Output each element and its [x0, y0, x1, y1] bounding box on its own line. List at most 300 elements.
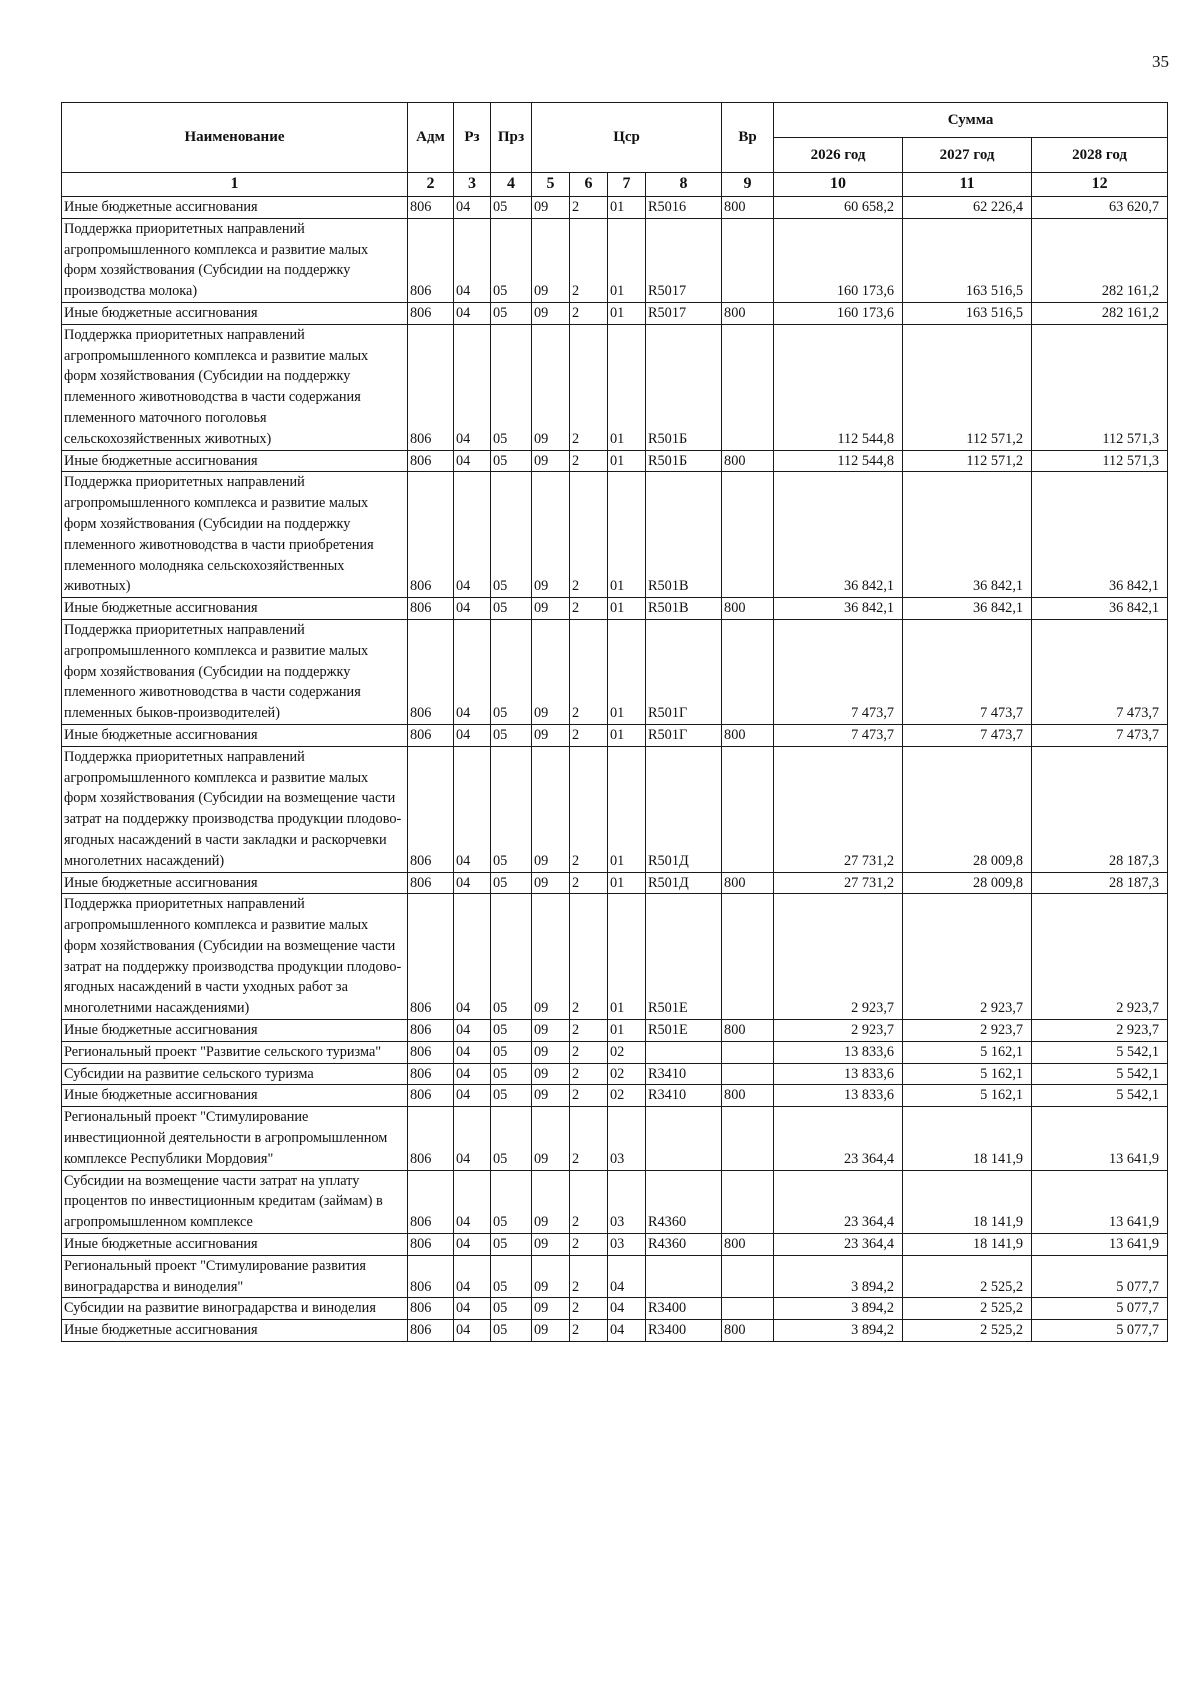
prz-cell: 05 — [491, 1085, 532, 1107]
adm-cell: 806 — [408, 598, 454, 620]
rz-cell: 04 — [454, 1085, 491, 1107]
sum-2027-cell: 2 923,7 — [903, 894, 1032, 1020]
prz-cell: 05 — [491, 1170, 532, 1233]
row-name-cell: Субсидии на развитие виноградарства и виноделия — [62, 1298, 408, 1320]
sum-2028-cell: 5 542,1 — [1032, 1041, 1168, 1063]
csr-part2-cell: 2 — [570, 472, 608, 598]
csr-part1-cell: 09 — [532, 302, 570, 324]
column-number: 7 — [608, 173, 646, 197]
header-year-2028: 2028 год — [1032, 138, 1168, 173]
sum-2026-cell: 3 894,2 — [774, 1255, 903, 1298]
adm-cell: 806 — [408, 1063, 454, 1085]
table-row — [62, 1020, 1168, 1042]
row-name-cell: Региональный проект "Развитие сельского туризма" — [62, 1041, 408, 1063]
sum-2028-cell: 282 161,2 — [1032, 302, 1168, 324]
vr-cell: 800 — [722, 1320, 774, 1342]
vr-cell — [722, 1063, 774, 1085]
csr-part2-cell: 2 — [570, 302, 608, 324]
csr-code-cell — [646, 1255, 722, 1298]
row-name-cell: Субсидии на возмещение части затрат на уплату процентов по инвестиционным кредитам (займам) в агропромышленном комплексе — [62, 1170, 408, 1233]
csr-part2-cell: 2 — [570, 218, 608, 302]
vr-cell: 800 — [722, 1085, 774, 1107]
rz-cell: 04 — [454, 1107, 491, 1170]
adm-cell: 806 — [408, 1041, 454, 1063]
header-name: Наименование — [62, 103, 408, 173]
csr-part3-cell: 01 — [608, 472, 646, 598]
csr-part1-cell: 09 — [532, 724, 570, 746]
rz-cell: 04 — [454, 1170, 491, 1233]
column-number: 2 — [408, 173, 454, 197]
prz-cell: 05 — [491, 1234, 532, 1256]
sum-2026-cell: 7 473,7 — [774, 619, 903, 724]
csr-code-cell — [646, 1041, 722, 1063]
sum-2027-cell: 2 923,7 — [903, 1020, 1032, 1042]
row-name-cell: Иные бюджетные ассигнования — [62, 1085, 408, 1107]
rz-cell: 04 — [454, 724, 491, 746]
csr-part3-cell: 01 — [608, 724, 646, 746]
vr-cell: 800 — [722, 450, 774, 472]
sum-2028-cell: 7 473,7 — [1032, 619, 1168, 724]
header-rz: Рз — [454, 103, 491, 173]
sum-2028-cell: 2 923,7 — [1032, 1020, 1168, 1042]
csr-code-cell: R501Е — [646, 894, 722, 1020]
csr-part2-cell: 2 — [570, 724, 608, 746]
table-row — [62, 1063, 1168, 1085]
column-number: 12 — [1032, 173, 1168, 197]
adm-cell: 806 — [408, 746, 454, 872]
column-number-row — [62, 173, 1168, 197]
vr-cell: 800 — [722, 1020, 774, 1042]
table-row — [62, 1255, 1168, 1298]
sum-2027-cell: 36 842,1 — [903, 472, 1032, 598]
csr-part1-cell: 09 — [532, 1234, 570, 1256]
csr-code-cell: R501Б — [646, 450, 722, 472]
sum-2026-cell: 7 473,7 — [774, 724, 903, 746]
csr-code-cell: R501Е — [646, 1020, 722, 1042]
adm-cell: 806 — [408, 724, 454, 746]
sum-2027-cell: 163 516,5 — [903, 218, 1032, 302]
row-name-cell: Иные бюджетные ассигнования — [62, 872, 408, 894]
table-row — [62, 1041, 1168, 1063]
csr-part1-cell: 09 — [532, 1085, 570, 1107]
rz-cell: 04 — [454, 324, 491, 450]
column-number: 1 — [62, 173, 408, 197]
row-name-cell: Региональный проект "Стимулирование инвестиционной деятельности в агропромышленном комплексе Республики Мордовия" — [62, 1107, 408, 1170]
prz-cell: 05 — [491, 746, 532, 872]
table-row — [62, 197, 1168, 219]
rz-cell: 04 — [454, 1255, 491, 1298]
csr-part2-cell: 2 — [570, 1063, 608, 1085]
sum-2027-cell: 28 009,8 — [903, 872, 1032, 894]
header-year-2026: 2026 год — [774, 138, 903, 173]
csr-part2-cell: 2 — [570, 1255, 608, 1298]
csr-part1-cell: 09 — [532, 1041, 570, 1063]
row-name-cell: Поддержка приоритетных направлений агропромышленного комплекса и развитие малых форм хозяйствования (Субсидии на поддержку племенного животноводства в части содержания племенного маточного поголовья сельскохозяйственных животных) — [62, 324, 408, 450]
table-row — [62, 450, 1168, 472]
header-adm: Адм — [408, 103, 454, 173]
csr-part1-cell: 09 — [532, 1020, 570, 1042]
csr-part3-cell: 01 — [608, 450, 646, 472]
sum-2027-cell: 7 473,7 — [903, 619, 1032, 724]
sum-2026-cell: 112 544,8 — [774, 324, 903, 450]
sum-2027-cell: 2 525,2 — [903, 1298, 1032, 1320]
adm-cell: 806 — [408, 1020, 454, 1042]
prz-cell: 05 — [491, 197, 532, 219]
sum-2026-cell: 36 842,1 — [774, 598, 903, 620]
table-row — [62, 598, 1168, 620]
row-name-cell: Поддержка приоритетных направлений агропромышленного комплекса и развитие малых форм хозяйствования (Субсидии на возмещение части затрат на поддержку производства продукции плодово-ягодных насаждений в части закладки и раскорчевки многолетних насаждений) — [62, 746, 408, 872]
header-prz: Прз — [491, 103, 532, 173]
csr-part1-cell: 09 — [532, 472, 570, 598]
prz-cell: 05 — [491, 1063, 532, 1085]
vr-cell — [722, 1170, 774, 1233]
sum-2028-cell: 36 842,1 — [1032, 598, 1168, 620]
sum-2026-cell: 23 364,4 — [774, 1234, 903, 1256]
csr-part2-cell: 2 — [570, 1234, 608, 1256]
csr-part2-cell: 2 — [570, 1041, 608, 1063]
adm-cell: 806 — [408, 894, 454, 1020]
csr-code-cell: R501В — [646, 598, 722, 620]
csr-part3-cell: 01 — [608, 746, 646, 872]
sum-2027-cell: 112 571,2 — [903, 450, 1032, 472]
csr-part2-cell: 2 — [570, 197, 608, 219]
csr-part1-cell: 09 — [532, 450, 570, 472]
vr-cell — [722, 1107, 774, 1170]
prz-cell: 05 — [491, 472, 532, 598]
vr-cell — [722, 218, 774, 302]
sum-2026-cell: 2 923,7 — [774, 1020, 903, 1042]
sum-2027-cell: 36 842,1 — [903, 598, 1032, 620]
sum-2026-cell: 23 364,4 — [774, 1107, 903, 1170]
csr-part1-cell: 09 — [532, 1320, 570, 1342]
csr-part3-cell: 02 — [608, 1041, 646, 1063]
header-sum: Сумма — [774, 103, 1168, 138]
csr-code-cell: R501Д — [646, 746, 722, 872]
column-number: 9 — [722, 173, 774, 197]
prz-cell: 05 — [491, 1041, 532, 1063]
adm-cell: 806 — [408, 1107, 454, 1170]
column-number: 8 — [646, 173, 722, 197]
row-name-cell: Поддержка приоритетных направлений агропромышленного комплекса и развитие малых форм хозяйствования (Субсидии на возмещение части затрат на поддержку производства продукции плодово-ягодных насаждений в части уходных работ за многолетними насаждениями) — [62, 894, 408, 1020]
sum-2028-cell: 28 187,3 — [1032, 872, 1168, 894]
table-row — [62, 1085, 1168, 1107]
csr-part1-cell: 09 — [532, 1107, 570, 1170]
sum-2028-cell: 112 571,3 — [1032, 324, 1168, 450]
table-body — [62, 197, 1168, 1342]
adm-cell: 806 — [408, 324, 454, 450]
rz-cell: 04 — [454, 598, 491, 620]
adm-cell: 806 — [408, 450, 454, 472]
csr-part3-cell: 04 — [608, 1298, 646, 1320]
adm-cell: 806 — [408, 1298, 454, 1320]
table-row — [62, 872, 1168, 894]
rz-cell: 04 — [454, 1234, 491, 1256]
csr-part3-cell: 04 — [608, 1255, 646, 1298]
header-year-2027: 2027 год — [903, 138, 1032, 173]
csr-part3-cell: 02 — [608, 1085, 646, 1107]
csr-code-cell: R3410 — [646, 1063, 722, 1085]
sum-2027-cell: 62 226,4 — [903, 197, 1032, 219]
row-name-cell: Субсидии на развитие сельского туризма — [62, 1063, 408, 1085]
csr-part2-cell: 2 — [570, 1107, 608, 1170]
table-row — [62, 324, 1168, 450]
vr-cell — [722, 746, 774, 872]
table-row — [62, 619, 1168, 724]
rz-cell: 04 — [454, 218, 491, 302]
row-name-cell: Иные бюджетные ассигнования — [62, 302, 408, 324]
prz-cell: 05 — [491, 724, 532, 746]
table-row — [62, 894, 1168, 1020]
prz-cell: 05 — [491, 619, 532, 724]
page-number: 35 — [1152, 52, 1169, 71]
sum-2027-cell: 2 525,2 — [903, 1255, 1032, 1298]
row-name-cell: Иные бюджетные ассигнования — [62, 197, 408, 219]
csr-code-cell: R3400 — [646, 1298, 722, 1320]
row-name-cell: Поддержка приоритетных направлений агропромышленного комплекса и развитие малых форм хозяйствования (Субсидии на поддержку племенного животноводства в части содержания племенных быков-производителей) — [62, 619, 408, 724]
prz-cell: 05 — [491, 1298, 532, 1320]
csr-code-cell: R501Г — [646, 619, 722, 724]
rz-cell: 04 — [454, 302, 491, 324]
sum-2026-cell: 27 731,2 — [774, 872, 903, 894]
sum-2027-cell: 2 525,2 — [903, 1320, 1032, 1342]
vr-cell — [722, 619, 774, 724]
csr-part3-cell: 01 — [608, 197, 646, 219]
sum-2028-cell: 5 542,1 — [1032, 1063, 1168, 1085]
csr-part2-cell: 2 — [570, 598, 608, 620]
sum-2028-cell: 282 161,2 — [1032, 218, 1168, 302]
column-number: 5 — [532, 173, 570, 197]
rz-cell: 04 — [454, 197, 491, 219]
csr-code-cell: R4360 — [646, 1234, 722, 1256]
table-header — [62, 103, 1168, 197]
sum-2028-cell: 63 620,7 — [1032, 197, 1168, 219]
vr-cell — [722, 894, 774, 1020]
row-name-cell: Иные бюджетные ассигнования — [62, 724, 408, 746]
sum-2027-cell: 112 571,2 — [903, 324, 1032, 450]
vr-cell: 800 — [722, 872, 774, 894]
csr-part3-cell: 01 — [608, 302, 646, 324]
sum-2027-cell: 28 009,8 — [903, 746, 1032, 872]
prz-cell: 05 — [491, 1020, 532, 1042]
table-row — [62, 1234, 1168, 1256]
csr-part2-cell: 2 — [570, 1170, 608, 1233]
csr-part2-cell: 2 — [570, 872, 608, 894]
prz-cell: 05 — [491, 1320, 532, 1342]
row-name-cell: Иные бюджетные ассигнования — [62, 598, 408, 620]
table-row — [62, 302, 1168, 324]
vr-cell — [722, 1041, 774, 1063]
adm-cell: 806 — [408, 1320, 454, 1342]
sum-2028-cell: 112 571,3 — [1032, 450, 1168, 472]
table-row — [62, 1170, 1168, 1233]
vr-cell — [722, 324, 774, 450]
prz-cell: 05 — [491, 302, 532, 324]
csr-code-cell: R501Г — [646, 724, 722, 746]
header-vr: Вр — [722, 103, 774, 173]
sum-2027-cell: 163 516,5 — [903, 302, 1032, 324]
sum-2026-cell: 112 544,8 — [774, 450, 903, 472]
prz-cell: 05 — [491, 1107, 532, 1170]
sum-2026-cell: 160 173,6 — [774, 302, 903, 324]
csr-part2-cell: 2 — [570, 746, 608, 872]
adm-cell: 806 — [408, 1255, 454, 1298]
csr-part3-cell: 01 — [608, 894, 646, 1020]
vr-cell: 800 — [722, 598, 774, 620]
row-name-cell: Поддержка приоритетных направлений агропромышленного комплекса и развитие малых форм хозяйствования (Субсидии на поддержку племенного животноводства в части приобретения племенного молодняка сельскохозяйственных животных) — [62, 472, 408, 598]
csr-code-cell: R5017 — [646, 302, 722, 324]
sum-2026-cell: 160 173,6 — [774, 218, 903, 302]
csr-part1-cell: 09 — [532, 598, 570, 620]
csr-part2-cell: 2 — [570, 324, 608, 450]
table-row — [62, 218, 1168, 302]
adm-cell: 806 — [408, 619, 454, 724]
sum-2028-cell: 13 641,9 — [1032, 1107, 1168, 1170]
column-number: 10 — [774, 173, 903, 197]
csr-part3-cell: 01 — [608, 598, 646, 620]
vr-cell — [722, 1298, 774, 1320]
csr-code-cell: R5017 — [646, 218, 722, 302]
column-number: 4 — [491, 173, 532, 197]
sum-2026-cell: 27 731,2 — [774, 746, 903, 872]
sum-2028-cell: 5 077,7 — [1032, 1298, 1168, 1320]
sum-2027-cell: 18 141,9 — [903, 1107, 1032, 1170]
rz-cell: 04 — [454, 1020, 491, 1042]
row-name-cell: Иные бюджетные ассигнования — [62, 1020, 408, 1042]
csr-part2-cell: 2 — [570, 1298, 608, 1320]
table-row — [62, 472, 1168, 598]
sum-2028-cell: 7 473,7 — [1032, 724, 1168, 746]
vr-cell — [722, 1255, 774, 1298]
rz-cell: 04 — [454, 1320, 491, 1342]
rz-cell: 04 — [454, 872, 491, 894]
prz-cell: 05 — [491, 872, 532, 894]
sum-2027-cell: 7 473,7 — [903, 724, 1032, 746]
csr-part3-cell: 03 — [608, 1234, 646, 1256]
csr-part1-cell: 09 — [532, 324, 570, 450]
csr-part2-cell: 2 — [570, 1085, 608, 1107]
sum-2026-cell: 3 894,2 — [774, 1320, 903, 1342]
csr-part1-cell: 09 — [532, 894, 570, 1020]
prz-cell: 05 — [491, 450, 532, 472]
column-number: 11 — [903, 173, 1032, 197]
csr-part3-cell: 01 — [608, 218, 646, 302]
csr-part1-cell: 09 — [532, 218, 570, 302]
sum-2026-cell: 13 833,6 — [774, 1085, 903, 1107]
row-name-cell: Иные бюджетные ассигнования — [62, 1234, 408, 1256]
rz-cell: 04 — [454, 894, 491, 1020]
rz-cell: 04 — [454, 1063, 491, 1085]
sum-2027-cell: 18 141,9 — [903, 1170, 1032, 1233]
prz-cell: 05 — [491, 218, 532, 302]
csr-part1-cell: 09 — [532, 1063, 570, 1085]
prz-cell: 05 — [491, 894, 532, 1020]
sum-2026-cell: 3 894,2 — [774, 1298, 903, 1320]
rz-cell: 04 — [454, 746, 491, 872]
sum-2026-cell: 23 364,4 — [774, 1170, 903, 1233]
table-row — [62, 1107, 1168, 1170]
adm-cell: 806 — [408, 197, 454, 219]
table-row — [62, 746, 1168, 872]
prz-cell: 05 — [491, 1255, 532, 1298]
csr-part2-cell: 2 — [570, 619, 608, 724]
row-name-cell: Иные бюджетные ассигнования — [62, 450, 408, 472]
column-number: 6 — [570, 173, 608, 197]
budget-table — [61, 102, 1168, 1342]
csr-part2-cell: 2 — [570, 1320, 608, 1342]
row-name-cell: Иные бюджетные ассигнования — [62, 1320, 408, 1342]
vr-cell: 800 — [722, 1234, 774, 1256]
table-row — [62, 724, 1168, 746]
sum-2028-cell: 5 077,7 — [1032, 1255, 1168, 1298]
sum-2028-cell: 5 077,7 — [1032, 1320, 1168, 1342]
csr-part3-cell: 03 — [608, 1170, 646, 1233]
rz-cell: 04 — [454, 1298, 491, 1320]
rz-cell: 04 — [454, 450, 491, 472]
csr-code-cell: R5016 — [646, 197, 722, 219]
sum-2028-cell: 13 641,9 — [1032, 1234, 1168, 1256]
vr-cell: 800 — [722, 197, 774, 219]
sum-2028-cell: 5 542,1 — [1032, 1085, 1168, 1107]
csr-part2-cell: 2 — [570, 894, 608, 1020]
csr-part3-cell: 03 — [608, 1107, 646, 1170]
csr-code-cell: R501Б — [646, 324, 722, 450]
csr-part3-cell: 01 — [608, 619, 646, 724]
csr-part1-cell: 09 — [532, 746, 570, 872]
csr-part2-cell: 2 — [570, 1020, 608, 1042]
csr-part1-cell: 09 — [532, 872, 570, 894]
csr-part3-cell: 04 — [608, 1320, 646, 1342]
vr-cell: 800 — [722, 724, 774, 746]
table-row — [62, 1298, 1168, 1320]
csr-part2-cell: 2 — [570, 450, 608, 472]
csr-part1-cell: 09 — [532, 1255, 570, 1298]
sum-2028-cell: 13 641,9 — [1032, 1170, 1168, 1233]
csr-code-cell — [646, 1107, 722, 1170]
sum-2028-cell: 36 842,1 — [1032, 472, 1168, 598]
adm-cell: 806 — [408, 218, 454, 302]
csr-part3-cell: 01 — [608, 1020, 646, 1042]
adm-cell: 806 — [408, 872, 454, 894]
sum-2026-cell: 36 842,1 — [774, 472, 903, 598]
adm-cell: 806 — [408, 302, 454, 324]
row-name-cell: Поддержка приоритетных направлений агропромышленного комплекса и развитие малых форм хозяйствования (Субсидии на поддержку производства молока) — [62, 218, 408, 302]
table-row — [62, 1320, 1168, 1342]
vr-cell — [722, 472, 774, 598]
sum-2026-cell: 13 833,6 — [774, 1041, 903, 1063]
csr-part1-cell: 09 — [532, 1170, 570, 1233]
sum-2028-cell: 28 187,3 — [1032, 746, 1168, 872]
csr-part1-cell: 09 — [532, 197, 570, 219]
sum-2027-cell: 18 141,9 — [903, 1234, 1032, 1256]
sum-2027-cell: 5 162,1 — [903, 1041, 1032, 1063]
sum-2026-cell: 60 658,2 — [774, 197, 903, 219]
rz-cell: 04 — [454, 619, 491, 724]
csr-code-cell: R4360 — [646, 1170, 722, 1233]
csr-part1-cell: 09 — [532, 1298, 570, 1320]
csr-part3-cell: 01 — [608, 872, 646, 894]
csr-part3-cell: 02 — [608, 1063, 646, 1085]
adm-cell: 806 — [408, 1085, 454, 1107]
prz-cell: 05 — [491, 598, 532, 620]
adm-cell: 806 — [408, 1170, 454, 1233]
sum-2028-cell: 2 923,7 — [1032, 894, 1168, 1020]
rz-cell: 04 — [454, 1041, 491, 1063]
sum-2026-cell: 13 833,6 — [774, 1063, 903, 1085]
header-csr: Цср — [532, 103, 722, 173]
prz-cell: 05 — [491, 324, 532, 450]
rz-cell: 04 — [454, 472, 491, 598]
column-number: 3 — [454, 173, 491, 197]
